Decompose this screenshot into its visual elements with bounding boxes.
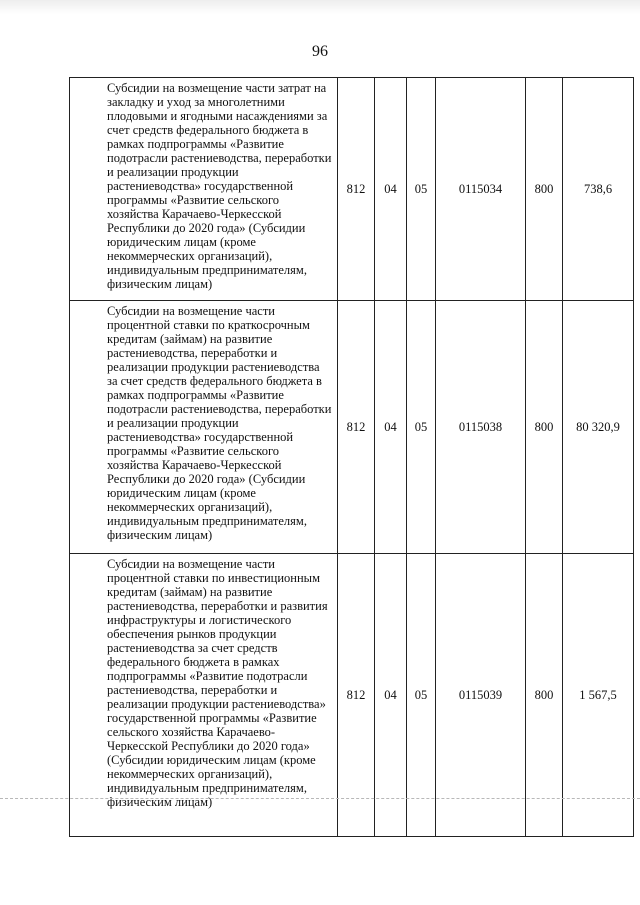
subsection-code: 05 — [407, 554, 436, 837]
target-article-code: 0115038 — [436, 301, 526, 554]
row-description: Субсидии на возмещение части затрат на закладку и уход за многолетними плодовыми и ягодными насаждениями за счет средств федерального бюджета в рамках подпрограммы «Развитие подотрасли растениеводства, переработки и реализации продукции растениеводства» государственной программы «Развитие сельского хозяйства Карачаево-Черкесской Республики до 2020 года» (Субсидии юридическим лицам (кроме некоммерческих организаций), индивидуальным предпринимателям, физическим лицам) — [70, 78, 338, 301]
section-code: 04 — [375, 78, 407, 301]
budget-table — [69, 77, 634, 837]
target-article-code: 0115034 — [436, 78, 526, 301]
subsection-code: 05 — [407, 301, 436, 554]
expense-type-code: 800 — [526, 301, 563, 554]
table-row — [70, 554, 634, 837]
ministry-code: 812 — [338, 78, 375, 301]
scan-edge — [0, 0, 640, 14]
scan-artifact-line — [0, 798, 640, 799]
target-article-code: 0115039 — [436, 554, 526, 837]
table-row — [70, 78, 634, 301]
ministry-code: 812 — [338, 301, 375, 554]
row-description: Субсидии на возмещение части процентной ставки по инвестиционным кредитам (займам) на развитие растениеводства, переработки и развития инфраструктуры и логистического обеспечения рынков продукции растениеводства за счет средств федерального бюджета в рамках подпрограммы «Развитие подотрасли растениеводства, переработки и реализации продукции растениеводства» государственной программы «Развитие сельского хозяйства Карачаево-Черкесской Республики до 2020 года» (Субсидии юридическим лицам (кроме некоммерческих организаций), индивидуальным предпринимателям, физическим лицам) — [70, 554, 338, 837]
amount-value: 1 567,5 — [563, 554, 634, 837]
expense-type-code: 800 — [526, 78, 563, 301]
section-code: 04 — [375, 554, 407, 837]
amount-value: 738,6 — [563, 78, 634, 301]
row-description: Субсидии на возмещение части процентной ставки по краткосрочным кредитам (займам) на развитие растениеводства, переработки и реализации продукции растениеводства за счет средств федерального бюджета в рамках подпрограммы «Развитие подотрасли растениеводства, переработки и реализации продукции растениеводства» государственной программы «Развитие сельского хозяйства Карачаево-Черкесской Республики до 2020 года» (Субсидии юридическим лицам (кроме некоммерческих организаций), индивидуальным предпринимателям, физическим лицам) — [70, 301, 338, 554]
subsection-code: 05 — [407, 78, 436, 301]
section-code: 04 — [375, 301, 407, 554]
ministry-code: 812 — [338, 554, 375, 837]
page-number: 96 — [312, 43, 328, 60]
amount-value: 80 320,9 — [563, 301, 634, 554]
table-row — [70, 301, 634, 554]
expense-type-code: 800 — [526, 554, 563, 837]
